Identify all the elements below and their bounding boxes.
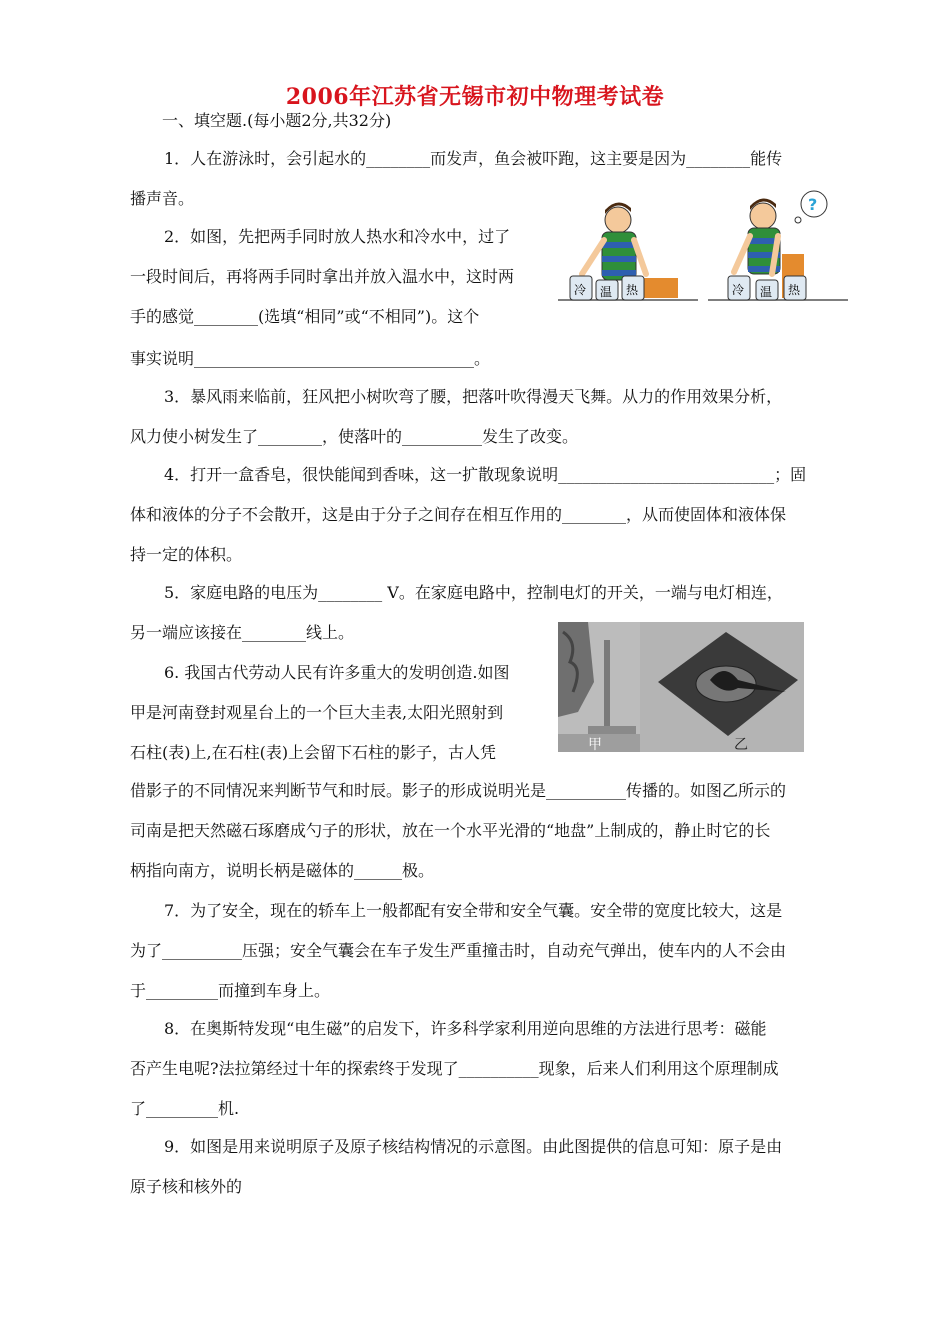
q6-line-1: 6. 我国古代劳动人民有许多重大的发明创造.如图: [164, 663, 510, 682]
left-warm-label: 温: [600, 285, 613, 299]
q2-line-1: 2．如图，先把两手同时放人热水和冷水中，过了: [164, 227, 511, 246]
hands-water-figure: [558, 190, 848, 318]
q9-line-1: 9．如图是用来说明原子及原子核结构情况的示意图。由此图提供的信息可知：原子是由: [164, 1137, 783, 1156]
q6-line-6: 柄指向南方，说明长柄是磁体的______极。: [130, 861, 435, 880]
q8-line-1: 8．在奥斯特发现“电生磁”的启发下，许多科学家利用逆向思维的方法进行思考：磁能: [164, 1019, 767, 1038]
q6-line-2: 甲是河南登封观星台上的一个巨大圭表,太阳光照射到: [130, 703, 504, 722]
right-warm-label: 温: [760, 285, 773, 299]
q4-line-3: 持一定的体积。: [130, 545, 243, 564]
q6-line-5: 司南是把天然磁石琢磨成勺子的形状，放在一个水平光滑的“地盘”上制成的，静止时它的长: [130, 821, 771, 840]
q2-line-4: 事实说明___________________________________。: [130, 349, 491, 368]
q1-line-1: 1．人在游泳时，会引起水的________而发声，鱼会被吓跑，这主要是因为________能传: [164, 149, 783, 168]
right-cold-label: 冷: [732, 283, 745, 297]
left-hot-label: 热: [626, 283, 639, 297]
stone-pillar: [604, 640, 610, 732]
hands-water-illustration: [558, 190, 848, 318]
q8-line-2: 否产生电呢?法拉第经过十年的探索终于发现了__________现象，后来人们利用这个原理制成: [130, 1059, 779, 1078]
q5-line-1: 5．家庭电路的电压为________ V。在家庭电路中，控制电灯的开关，一端与电灯相连，: [164, 583, 783, 602]
q6-line-3: 石柱(表)上,在石柱(表)上会留下石柱的影子，古人凭: [130, 743, 497, 762]
q4-line-1: 4．打开一盒香皂，很快能闻到香味，这一扩散现象说明___________________________；固: [164, 465, 807, 484]
figure-label-yi: 乙: [734, 737, 748, 752]
q6-line-4: 借影子的不同情况来判断节气和时辰。影子的形成说明光是__________传播的。如图乙所示的: [130, 781, 787, 800]
exam-title: 2006年江苏省无锡市初中物理考试卷: [285, 84, 665, 110]
q9-line-2: 原子核和核外的: [130, 1177, 243, 1196]
q7-line-3: 于_________而撞到车身上。: [130, 981, 331, 1000]
q7-line-1: 7．为了安全，现在的轿车上一般都配有安全带和安全气囊。安全带的宽度比较大，这是: [164, 901, 783, 920]
question-mark-icon: ?: [808, 195, 818, 214]
gnomon-compass-figure: [558, 622, 804, 752]
figure-label-jia: 甲: [588, 737, 602, 752]
q7-line-2: 为了__________压强；安全气囊会在车子发生严重撞击时，自动充气弹出，使车内的人不会由: [130, 941, 787, 960]
q2-line-3: 手的感觉________(选填“相同”或“不相同”)。这个: [130, 307, 480, 326]
gnomon-compass-photo: [558, 622, 804, 752]
q4-line-2: 体和液体的分子不会散开，这是由于分子之间存在相互作用的________，从而使固体和液体保: [130, 505, 787, 524]
q5-line-2: 另一端应该接在________线上。: [130, 623, 355, 642]
section-heading: 一、填空题.(每小题2分,共32分): [162, 111, 392, 130]
q1-line-2: 播声音。: [130, 189, 195, 208]
right-hot-label: 热: [788, 283, 801, 297]
q3-line-2: 风力使小树发生了________，使落叶的__________发生了改变。: [130, 427, 579, 446]
left-cold-label: 冷: [574, 283, 587, 297]
q2-line-2: 一段时间后，再将两手同时拿出并放入温水中，这时两: [130, 267, 515, 286]
q8-line-3: 了_________机.: [130, 1099, 240, 1118]
q3-line-1: 3．暴风雨来临前，狂风把小树吹弯了腰，把落叶吹得漫天飞舞。从力的作用效果分析，: [164, 387, 783, 406]
